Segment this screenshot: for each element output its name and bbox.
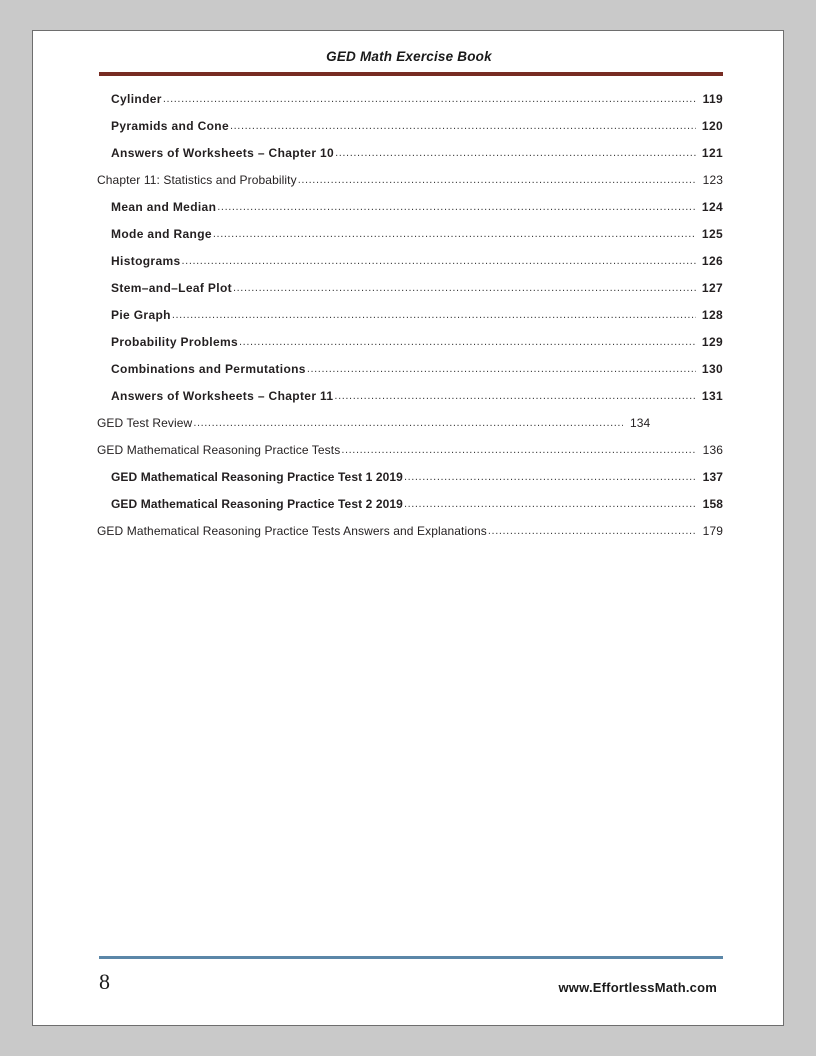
toc-entry[interactable]	[95, 497, 723, 511]
toc-entry-label: GED Mathematical Reasoning Practice Tests Answers and Explanations	[97, 524, 487, 538]
toc-entry-page: 126	[701, 254, 723, 268]
toc-leader-dots	[341, 444, 696, 456]
toc-leader-dots	[193, 417, 623, 429]
toc-entry[interactable]	[95, 389, 723, 403]
toc-leader-dots	[163, 93, 696, 105]
toc-entry-page: 120	[701, 119, 723, 133]
toc-entry-page: 136	[702, 443, 723, 457]
toc-leader-dots	[172, 309, 696, 321]
page-number: 8	[99, 969, 110, 994]
toc-entry[interactable]	[95, 92, 723, 106]
page-content	[95, 49, 723, 1009]
toc-entry[interactable]	[95, 281, 723, 295]
toc-entry-page: 125	[701, 227, 723, 241]
toc-entry[interactable]	[95, 227, 723, 241]
toc-entry-label: Cylinder	[111, 92, 162, 106]
page-header-title: GED Math Exercise Book	[326, 49, 492, 64]
toc-entry-page: 124	[701, 200, 723, 214]
toc-leader-dots	[213, 228, 696, 240]
toc-entry-label: GED Mathematical Reasoning Practice Test 1 2019	[111, 470, 403, 484]
toc-entry-page: 119	[702, 92, 723, 106]
toc-leader-dots	[488, 525, 696, 537]
toc-leader-dots	[307, 363, 696, 375]
toc-entry-page: 179	[702, 524, 723, 538]
toc-entry-page: 134	[629, 416, 651, 430]
toc-entry-label: Answers of Worksheets – Chapter 10	[111, 146, 335, 160]
table-of-contents	[95, 92, 723, 538]
toc-leader-dots	[233, 282, 696, 294]
toc-entry[interactable]	[95, 335, 723, 349]
toc-entry-page: 130	[701, 362, 723, 376]
toc-entry-page: 137	[702, 470, 723, 484]
page-footer	[95, 956, 721, 995]
toc-entry-page: 131	[701, 389, 723, 403]
toc-entry-page: 128	[701, 308, 723, 322]
toc-leader-dots	[239, 336, 696, 348]
toc-leader-dots	[217, 201, 696, 213]
toc-entry-label: GED Mathematical Reasoning Practice Test 2 2019	[111, 497, 403, 511]
toc-entry[interactable]	[95, 119, 723, 133]
toc-entry[interactable]	[95, 146, 723, 160]
toc-entry-label: Chapter 11: Statistics and Probability	[97, 173, 297, 187]
toc-entry-label: Probability Problems	[111, 335, 239, 349]
header-divider	[99, 72, 723, 76]
toc-entry-page: 127	[701, 281, 723, 295]
toc-entry-label: Mean and Median	[111, 200, 217, 214]
toc-entry-page: 123	[702, 173, 723, 187]
toc-entry[interactable]	[95, 254, 723, 268]
toc-entry[interactable]	[95, 470, 723, 484]
toc-entry[interactable]	[95, 362, 723, 376]
toc-entry[interactable]	[95, 200, 723, 214]
document-page	[32, 30, 784, 1026]
toc-entry[interactable]	[95, 308, 723, 322]
toc-leader-dots	[298, 174, 696, 186]
toc-entry-label: Mode and Range	[111, 227, 212, 241]
toc-entry-page: 121	[701, 146, 723, 160]
toc-entry-page: 129	[701, 335, 723, 349]
toc-entry[interactable]	[95, 443, 723, 457]
toc-leader-dots	[404, 471, 696, 483]
footer-divider	[99, 956, 723, 959]
toc-entry[interactable]	[95, 524, 723, 538]
toc-leader-dots	[182, 255, 696, 267]
toc-leader-dots	[404, 498, 696, 510]
toc-entry[interactable]	[95, 416, 723, 430]
toc-entry-label: GED Test Review	[97, 416, 193, 430]
toc-leader-dots	[335, 147, 696, 159]
toc-entry[interactable]	[95, 173, 723, 187]
website-url: www.EffortlessMath.com	[558, 980, 717, 995]
toc-entry-label: GED Mathematical Reasoning Practice Tests	[97, 443, 341, 457]
toc-entry-label: Answers of Worksheets – Chapter 11	[111, 389, 334, 403]
toc-entry-page: 158	[702, 497, 723, 511]
toc-entry-label: Stem–and–Leaf Plot	[111, 281, 232, 295]
toc-leader-dots	[230, 120, 696, 132]
toc-leader-dots	[334, 390, 696, 402]
toc-entry-label: Histograms	[111, 254, 181, 268]
toc-entry-label: Pyramids and Cone	[111, 119, 229, 133]
toc-entry-label: Pie Graph	[111, 308, 171, 322]
toc-entry-label: Combinations and Permutations	[111, 362, 306, 376]
